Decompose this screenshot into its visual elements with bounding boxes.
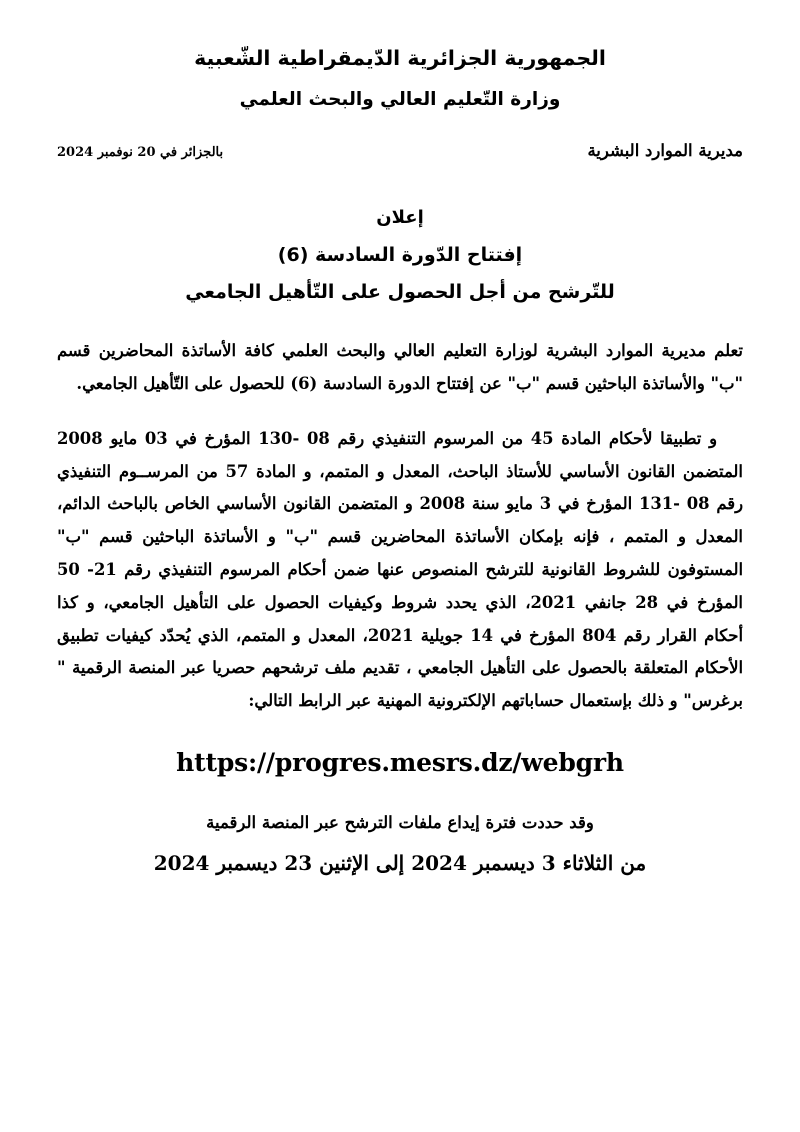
document-body <box>0 335 800 718</box>
platform-url-link[interactable]: https://progres.mesrs.dz/webgrh <box>176 748 624 778</box>
announcement-title: إعلان <box>376 206 424 228</box>
deadline-intro-text: وقد حددت فترة إيداع ملفات الترشح عبر المنصة الرقمية <box>206 813 594 833</box>
country-heading: الجمهورية الجزائرية الدّيمقراطية الشّعبية <box>194 46 606 70</box>
body-paragraph-1: تعلم مديرية الموارد البشرية لوزارة التعليم العالي والبحث العلمي كافة الأساتذة المحاضرين قسم "ب" والأساتذة الباحثين قسم "ب" عن إفتتاح الدورة السادسة (6) للحصول على التّأهيل الجامعي. <box>57 341 743 393</box>
place-and-date: بالجزائر في 20 نوفمبر 2024 <box>57 144 224 160</box>
deadline-block <box>0 811 800 878</box>
document-header <box>0 0 800 111</box>
deadline-dates-text: من الثلاثاء 3 ديسمبر 2024 إلى الإثنين 23 ديسمبر 2024 <box>153 850 647 875</box>
platform-link-row <box>0 748 800 777</box>
qualification-subtitle: للتّرشح من أجل الحصول على التّأهيل الجامعي <box>185 280 615 303</box>
body-paragraph-2: و تطبيقا لأحكام المادة 45 من المرسوم التنفيذي رقم 08 -130 المؤرخ في 03 مايو 2008 المتضمن القانون الأساسي للأستاذ الباحث، المعدل و المتمم، و المادة 57 من المرســوم التنفيذي رقم 08 -131 المؤرخ في 3 مايو سنة 2008 و المتضمن القانون الأساسي الخاص بالباحث الدائم، المعدل و المتمم ، فإنه بإمكان الأساتذة المحاضرين قسم "ب" و الأساتذة الباحثين قسم "ب" المستوفون للشروط القانونية للترشح المنصوص عنها ضمن أحكام المرسوم التنفيذي رقم 21- 50 المؤرخ في 28 جانفي 2021، الذي يحدد شروط وكيفيات الحصول على التأهيل الجامعي، و كذا أحكام القرار رقم 804 المؤرخ في 14 جويلية 2021، المعدل و المتمم، الذي يُحدّد كيفيات تطبيق الأحكام المتعلقة بالحصول على التأهيل الجامعي ، تقديم ملف ترشحهم حصريا عبر المنصة الرقمية " برغرس" و ذلك بإستعمال حساباتهم الإلكترونية المهنية عبر الرابط التالي: <box>57 428 744 711</box>
session-opening-title: إفتتاح الدّورة السادسة (6) <box>277 243 523 266</box>
directorate-label: مديرية الموارد البشرية <box>587 140 743 160</box>
ministry-heading: وزارة التّعليم العالي والبحث العلمي <box>239 88 561 110</box>
meta-row <box>0 141 800 175</box>
title-block <box>0 205 800 305</box>
